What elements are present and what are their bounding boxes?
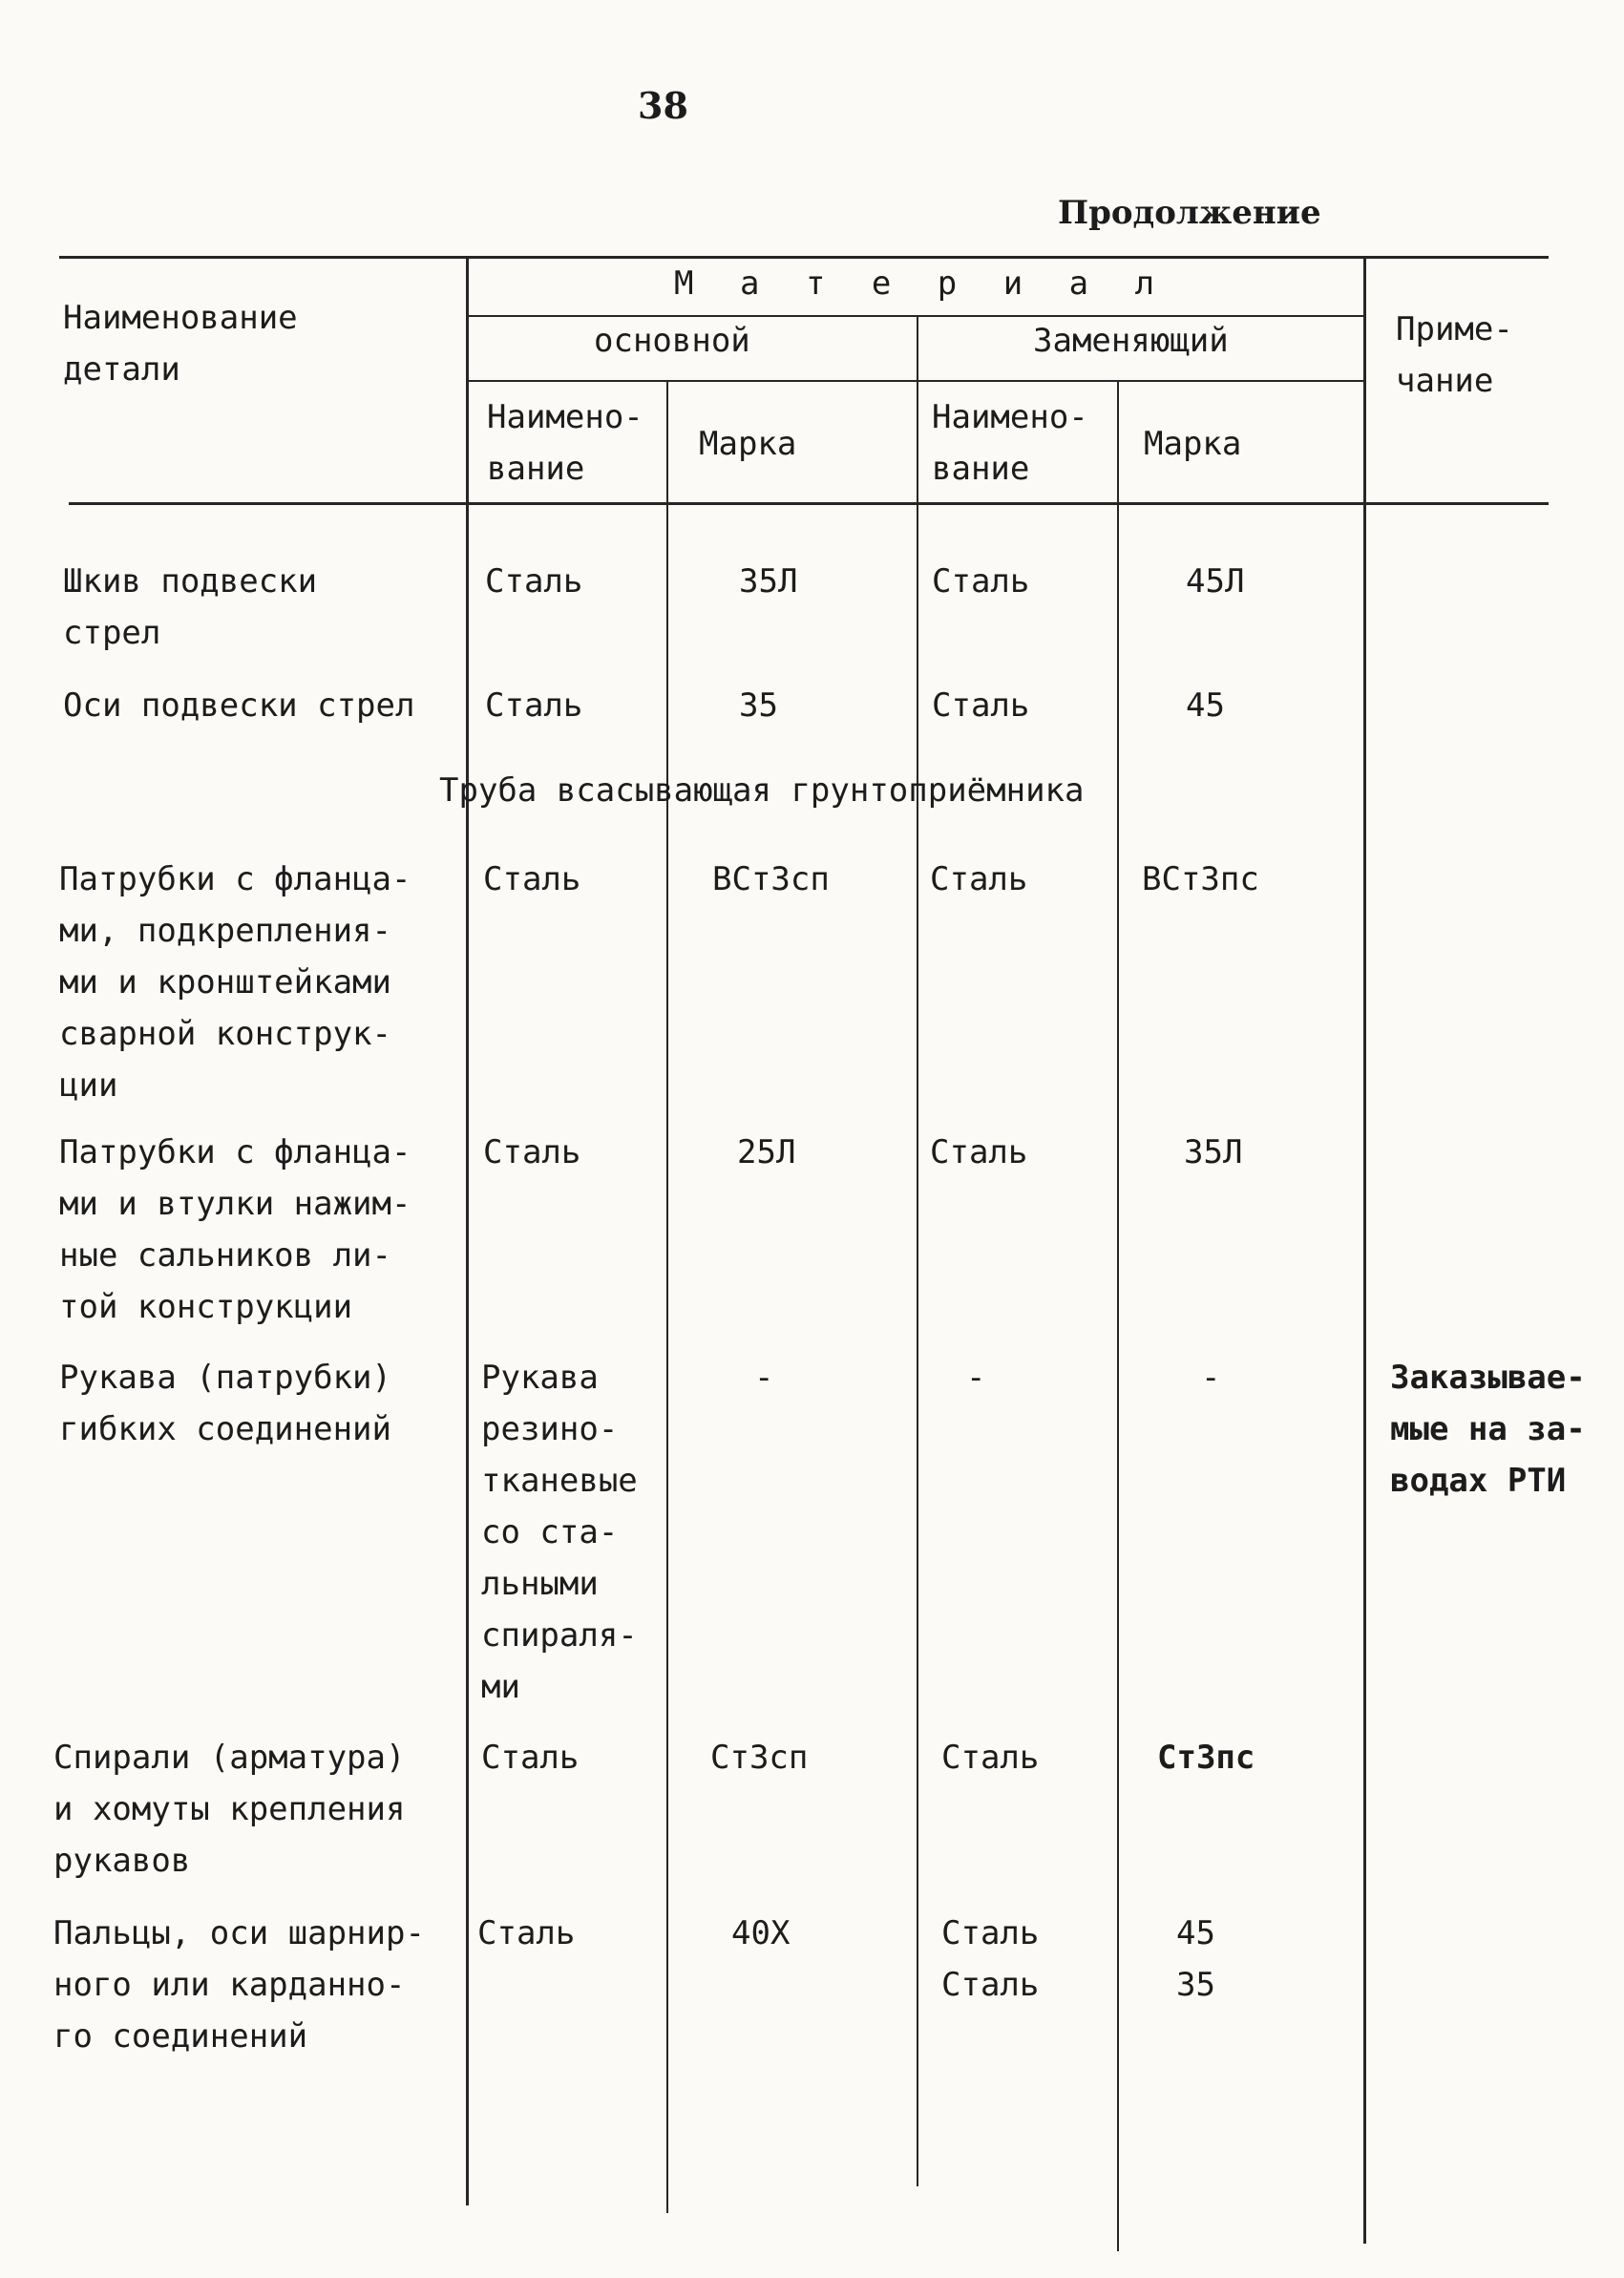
row-3-basic-name: Сталь (483, 860, 581, 898)
column-divider-4 (1117, 380, 1119, 2251)
header-substitute: Заменяющий (1033, 322, 1229, 360)
row-7-part: Пальцы, оси шарнир- ного или карданно- го соединений (53, 1914, 425, 2056)
row-6-basic-name: Сталь (481, 1739, 580, 1777)
column-divider-2 (666, 380, 668, 2213)
row-3-sub-name: Сталь (930, 860, 1028, 898)
row-2-part: Оси подвески стрел (63, 686, 415, 725)
continuation-label: Продолжение (1058, 194, 1321, 232)
row-3-part: Патрубки с фланца- ми, подкрепления- ми и кронштейками сварной конструк- ции (59, 860, 411, 1105)
row-4-sub-name: Сталь (930, 1133, 1028, 1171)
row-3-basic-grade: ВСт3сп (712, 860, 830, 898)
row-3-sub-grade: ВСт3пс (1142, 860, 1259, 898)
row-5-note: Заказывае- мые на за- водах РТИ (1390, 1359, 1586, 1500)
row-4-basic-grade: 25Л (737, 1133, 796, 1171)
row-4-part: Патрубки с фланца- ми и втулки нажим- ные сальников ли- той конструкции (59, 1133, 411, 1326)
header-part-name: Наименование детали (63, 299, 298, 389)
row-1-part: Шкив подвески стрел (63, 562, 318, 652)
page-number: 38 (638, 84, 688, 127)
row-1-sub-name: Сталь (932, 562, 1030, 601)
row-7-basic-grade: 40Х (731, 1914, 791, 1952)
table-top-rule (59, 256, 1549, 259)
column-divider-1 (466, 258, 469, 2205)
row-6-basic-grade: Ст3сп (710, 1739, 809, 1777)
row-5-sub-name: - (966, 1359, 986, 1397)
row-1-basic-grade: 35Л (739, 562, 798, 601)
header-bottom-rule (69, 502, 1549, 505)
row-1-basic-name: Сталь (485, 562, 583, 601)
row-5-part: Рукава (патрубки) гибких соединений (59, 1359, 391, 1448)
row-4-sub-grade: 35Л (1184, 1133, 1243, 1171)
row-5-basic-name: Рукава резино- тканевые со ста- льными спираля- ми (481, 1359, 638, 1706)
header-basic-grade: Марка (699, 425, 797, 463)
row-6-part: Спирали (арматура) и хомуты крепления рукавов (53, 1739, 406, 1880)
column-divider-3 (917, 315, 918, 2186)
row-2-basic-name: Сталь (485, 686, 583, 725)
row-6-sub-name: Сталь (941, 1739, 1040, 1777)
header-substitute-name: Наимено- вание (932, 398, 1088, 488)
header-basic: основной (594, 322, 750, 360)
header-basic-name: Наимено- вание (487, 398, 643, 488)
row-5-basic-grade: - (754, 1359, 774, 1397)
header-material: М а т е р и а л (674, 264, 1169, 303)
row-2-sub-grade: 45 (1186, 686, 1225, 725)
row-6-sub-grade: Ст3пс (1157, 1739, 1255, 1777)
header-substitute-grade: Марка (1144, 425, 1242, 463)
header-note: Приме- чание (1396, 310, 1513, 400)
column-divider-5 (1363, 258, 1366, 2244)
section-title: Труба всасывающая грунтоприёмника (439, 771, 1085, 810)
row-4-basic-name: Сталь (483, 1133, 581, 1171)
row-7-sub-grade: 45 35 (1176, 1914, 1215, 2004)
row-2-sub-name: Сталь (932, 686, 1030, 725)
row-2-basic-grade: 35 (739, 686, 778, 725)
row-5-sub-grade: - (1201, 1359, 1221, 1397)
row-7-sub-name: Сталь Сталь (941, 1914, 1040, 2004)
row-1-sub-grade: 45Л (1186, 562, 1245, 601)
row-7-basic-name: Сталь (477, 1914, 576, 1952)
